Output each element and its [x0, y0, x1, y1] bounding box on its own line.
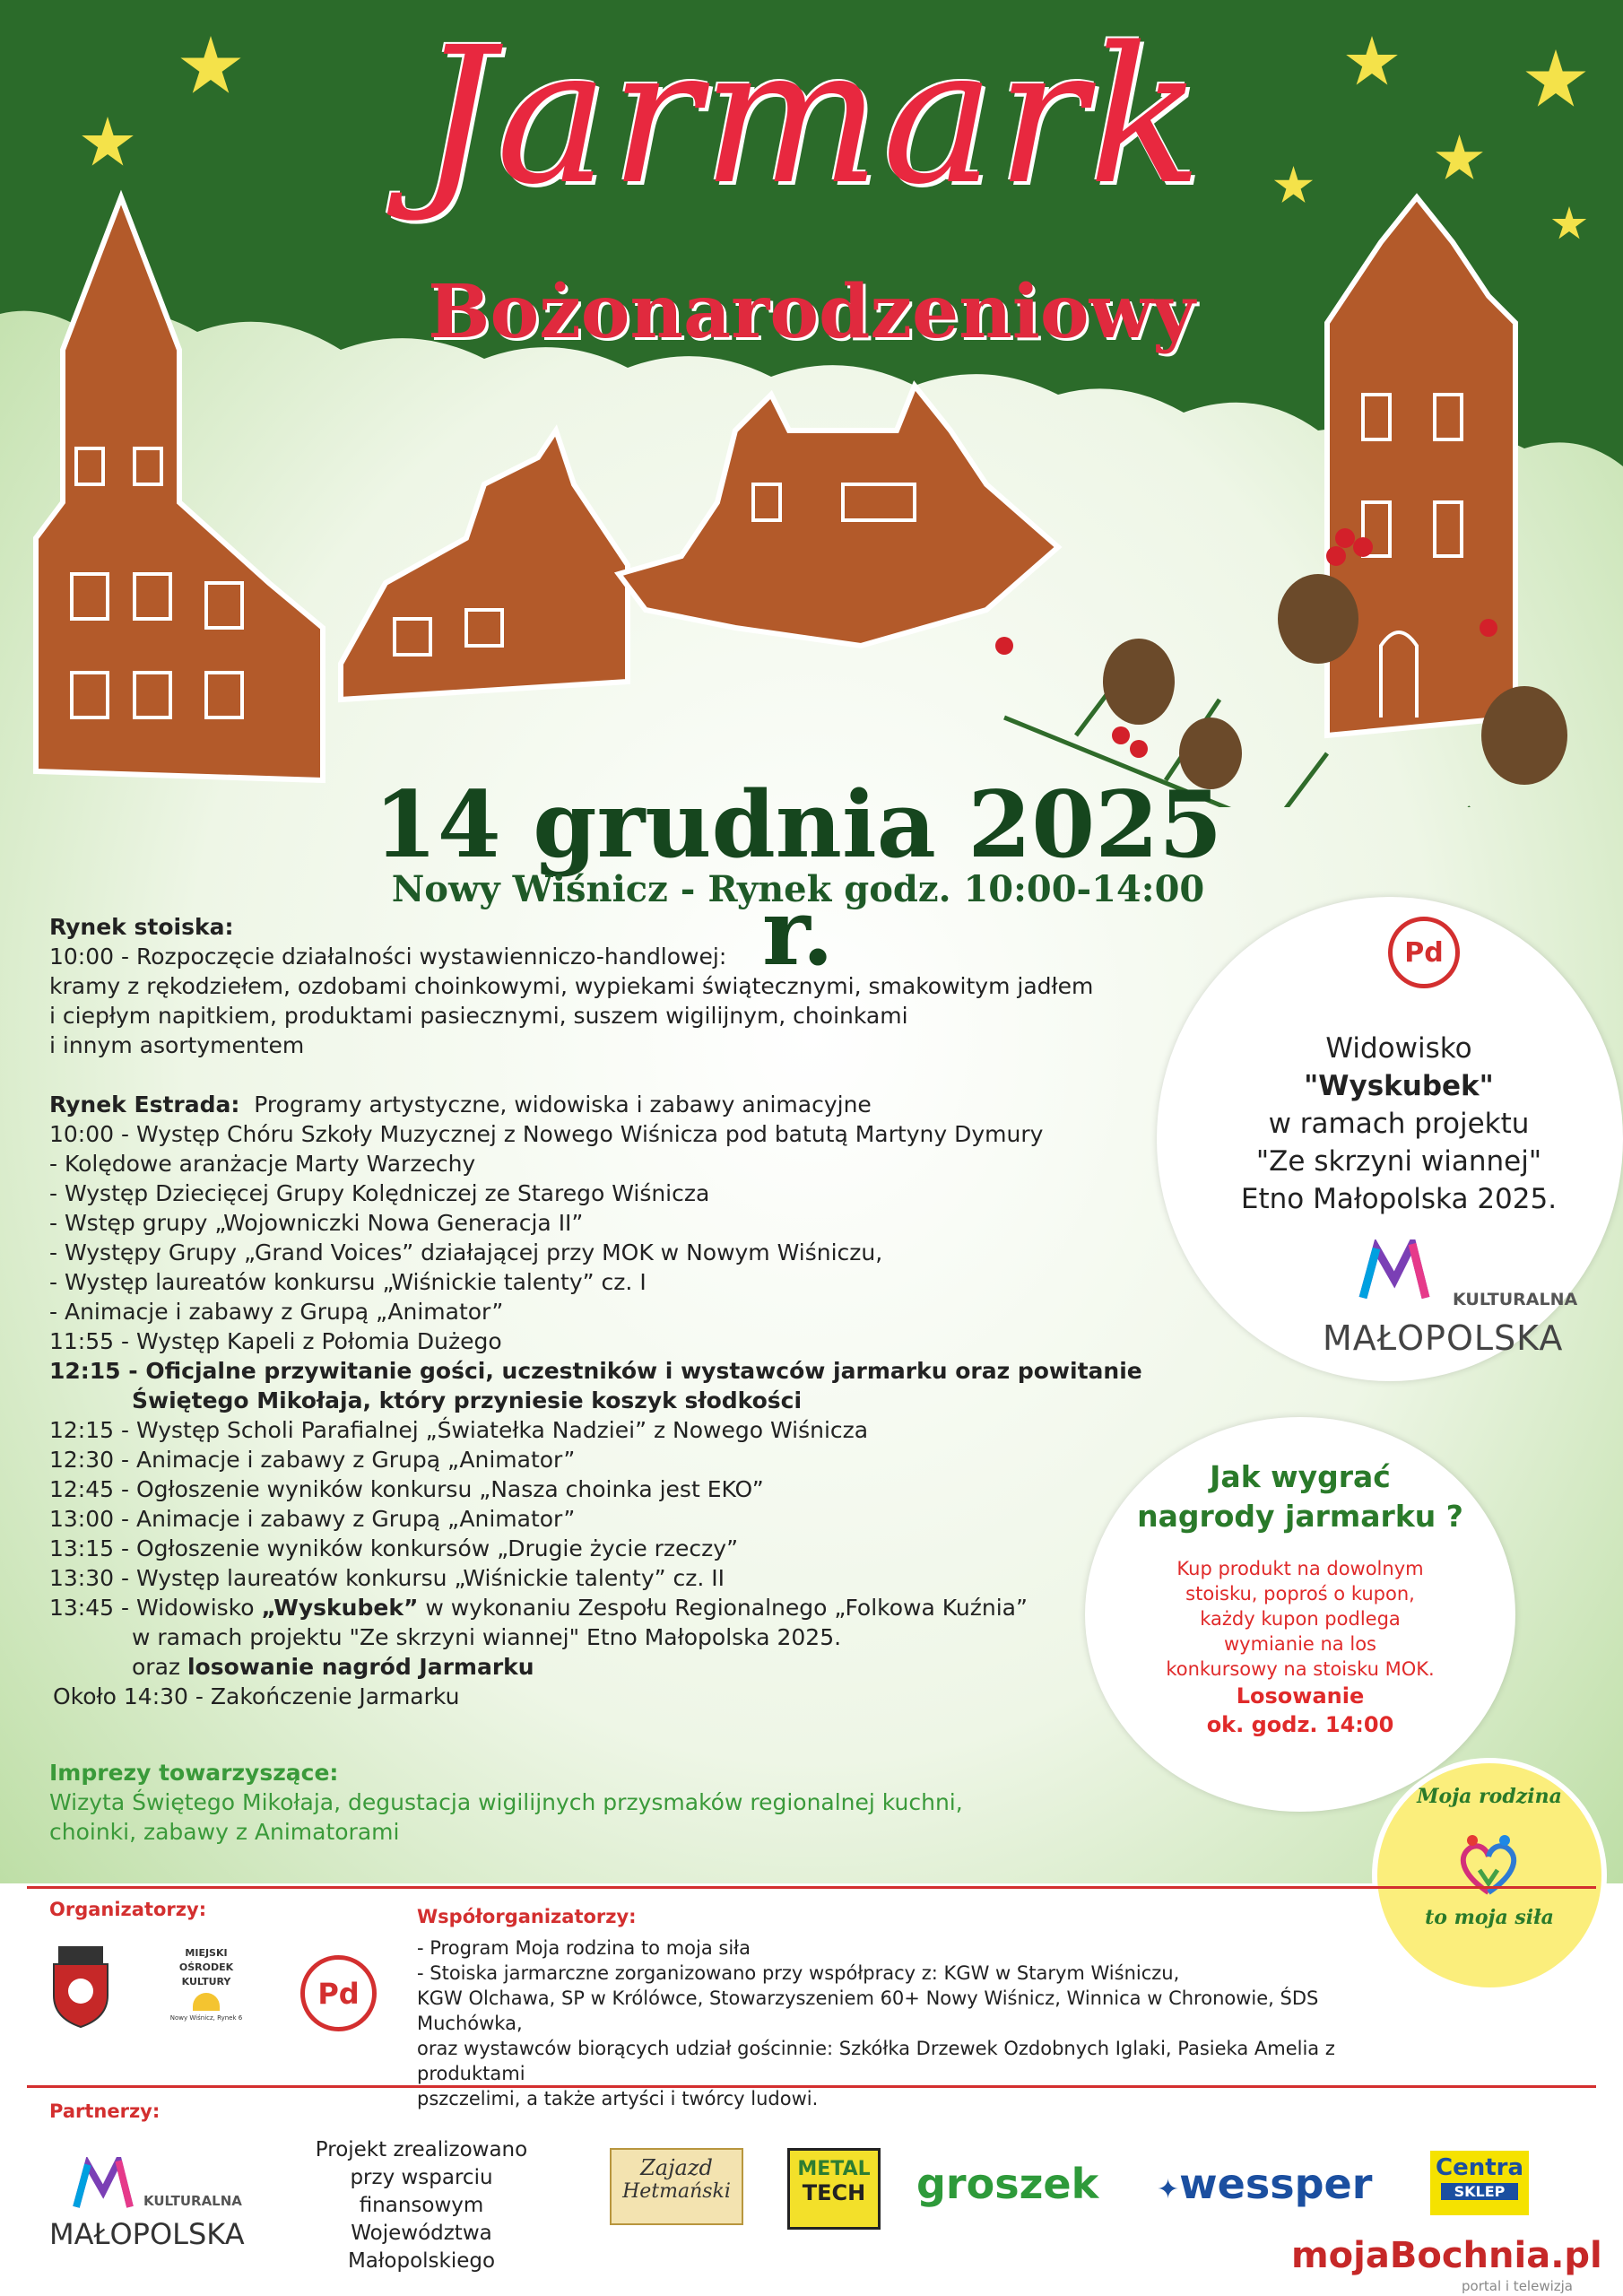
stage-line-1345 — [49, 1593, 1179, 1622]
event-date: 14 grudnia 2025 r. — [373, 771, 1223, 987]
prize-draw-time: ok. godz. 14:00 — [1206, 1712, 1394, 1737]
centra-text: Centra — [1435, 2154, 1524, 2181]
stage-line: 12:45 - Ogłoszenie wyników konkursu „Nasza choinka jest EKO” — [49, 1476, 764, 1502]
stage-line: 13:30 - Występ laureatów konkursu „Wiśnickie talenty” cz. II — [49, 1565, 725, 1591]
stage-line: 12:15 - Występ Scholi Parafialnej „Światełka Nadziei” z Nowego Wiśnicza — [49, 1417, 869, 1443]
show-info-text — [1193, 1030, 1605, 1218]
stage-line: - Kolędowe aranżacje Marty Warzechy — [49, 1151, 476, 1177]
stage-line: - Animacje i zabawy z Grupą „Animator” — [49, 1299, 504, 1325]
mok-address: Nowy Wiśnicz, Rynek 6 — [169, 2014, 243, 2022]
malopolska-brand-big: MAŁOPOLSKA — [1323, 1318, 1564, 1358]
extras-line: Wizyta Świętego Mikołaja, degustacja wigilijnych przysmaków regionalnej kuchni, — [49, 1789, 963, 1815]
watermark-text: Bochnia — [1389, 2235, 1551, 2276]
prize-info-text — [1094, 1457, 1506, 1739]
coorganizers-line: - Stoiska jarmarczne zorganizowano przy współpracy z: KGW w Starym Wiśniczu, — [417, 1962, 1180, 1984]
prize-draw: Losowanie — [1236, 1683, 1365, 1709]
coorganizers-label: Współorganizatorzy: — [417, 1906, 637, 1927]
metal-text: METAL — [797, 2158, 871, 2180]
stage-line: - Występ Dziecięcej Grupy Kolędniczej ze Starego Wiśnicza — [49, 1180, 710, 1206]
coorganizers-line: pszczelimi, a także artyści i twórcy ludowi. — [417, 2088, 819, 2109]
stage-line: - Występ laureatów konkursu „Wiśnickie talenty” cz. I — [49, 1269, 647, 1295]
stage-line: 11:55 - Występ Kapeli z Połomia Dużego — [49, 1328, 502, 1354]
stage-line: w ramach projektu "Ze skrzyni wiannej" Etno Małopolska 2025. — [132, 1624, 842, 1650]
stage-heading: Rynek Estrada: — [49, 1091, 240, 1118]
extras-section — [49, 1758, 1215, 1847]
stage-line: 13:15 - Ogłoszenie wyników konkursów „Drugie życie rzeczy” — [49, 1535, 739, 1561]
stage-line: 10:00 - Występ Chóru Szkoły Muzycznej z Nowego Wiśnicza pod batutą Martyny Dymury — [49, 1121, 1044, 1147]
prize-line: każdy kupon podlega — [1200, 1608, 1401, 1630]
stage-line: - Wstęp grupy „Wojowniczki Nowa Generacja II” — [49, 1210, 584, 1236]
stage-line: 12:30 - Animacje i zabawy z Grupą „Animator” — [49, 1447, 576, 1473]
zajazd-hetmanski-logo — [610, 2148, 743, 2225]
stalls-line: kramy z rękodziełem, ozdobami choinkowymi, wypiekami świątecznymi, smakowitym jadłem — [49, 973, 1094, 999]
show-line: Etno Małopolska 2025. — [1240, 1183, 1558, 1215]
event-title: Jarmark — [419, 6, 1204, 226]
prize-title: nagrody jarmarku ? — [1137, 1499, 1463, 1534]
centra-text: SKLEP — [1441, 2183, 1518, 2200]
coorganizers-text — [417, 1935, 1385, 2111]
prize-line: konkursowy na stoisku MOK. — [1166, 1658, 1435, 1680]
stage-end-line: Około 14:30 - Zakończenie Jarmarku — [53, 1683, 460, 1709]
stage-welcome-line: 12:15 - Oficjalne przywitanie gości, uczestników i wystawców jarmarku oraz powitanie — [49, 1358, 1142, 1384]
stage-line: 13:00 - Animacje i zabawy z Grupą „Animator” — [49, 1506, 576, 1532]
stage-line-draw — [49, 1652, 1179, 1682]
wessper-text: wessper — [1179, 2160, 1373, 2208]
pd-logo-text: Pd — [317, 1976, 360, 2011]
show-line: Widowisko — [1325, 1032, 1472, 1065]
watermark-brand — [1291, 2235, 1602, 2276]
mok-text: MIEJSKI — [185, 1947, 228, 1959]
stalls-heading: Rynek stoiska: — [49, 914, 234, 940]
zajazd-text: Hetmański — [622, 2180, 731, 2203]
event-subtitle: Bożonarodzeniowy — [428, 269, 1195, 355]
wessper-mark-icon: ✦ — [1157, 2174, 1180, 2205]
extras-line: choinki, zabawy z Animatorami — [49, 1819, 400, 1845]
coorganizers-line: KGW Olchawa, SP w Królówce, Stowarzyszeniem 60+ Nowy Wiśnicz, Winnica w Chronowie, ŚDS Muchówka, — [417, 1987, 1319, 2034]
stage-text: oraz — [132, 1654, 187, 1680]
project-line: Województwa — [351, 2222, 492, 2245]
stage-heading-rest: Programy artystyczne, widowiska i zabawy animacyjne — [254, 1091, 872, 1118]
show-title: "Wyskubek" — [1304, 1070, 1494, 1102]
coorganizers-line: oraz wystawców biorących udział gościnnie: Szkółka Drzewek Ozdobnych Iglaki, Pasieka Amelia z produktami — [417, 2038, 1335, 2084]
mok-logo — [152, 1946, 260, 2036]
partner-km-big: MAŁOPOLSKA — [49, 2217, 245, 2251]
metal-tech-logo — [787, 2148, 881, 2230]
stalls-line: i ciepłym napitkiem, produktami pasiecznymi, suszem wigilijnym, choinkami — [49, 1003, 908, 1029]
pd-logo-organizer — [300, 1955, 377, 2031]
stage-text: 13:45 - Widowisko — [49, 1595, 262, 1621]
prize-title: Jak wygrać — [1210, 1459, 1391, 1494]
stage-welcome-line-2: Świętego Mikołaja, który przyniesie koszyk słodkości — [132, 1387, 803, 1413]
watermark-tagline: portal i telewizja — [1462, 2278, 1573, 2294]
watermark-text: .pl — [1550, 2235, 1602, 2276]
extras-heading: Imprezy towarzyszące: — [49, 1760, 339, 1786]
coorganizers-line: - Program Moja rodzina to moja siła — [417, 1937, 751, 1959]
mok-sun-icon — [193, 1993, 220, 2011]
watermark-text: moja — [1291, 2235, 1390, 2276]
centra-sklep-logo — [1430, 2151, 1529, 2215]
organizers-label: Organizatorzy: — [49, 1899, 207, 1920]
stage-heading-row — [49, 1090, 1179, 1119]
show-line: "Ze skrzyni wiannej" — [1255, 1145, 1542, 1178]
malopolska-logo-icon — [72, 2157, 135, 2211]
prize-line: wymianie na los — [1224, 1633, 1376, 1655]
stage-line: - Występy Grupy „Grand Voices” działającej przy MOK w Nowym Wiśniczu, — [49, 1239, 883, 1265]
metal-text: TECH — [802, 2180, 866, 2205]
project-line: Projekt zrealizowano — [315, 2138, 528, 2161]
pd-logo-text: Pd — [1404, 936, 1444, 969]
program-section — [49, 912, 1179, 1711]
project-funding-note — [287, 2136, 556, 2275]
malopolska-logo-icon — [1358, 1239, 1430, 1302]
event-place: Nowy Wiśnicz - Rynek godz. 10:00-14:00 — [391, 868, 1205, 910]
groszek-logo: groszek — [916, 2160, 1099, 2208]
family-badge-top: Moja rodzina — [1417, 1785, 1562, 1808]
project-line: przy wsparciu finansowym — [350, 2166, 493, 2217]
prize-line: stoisku, poproś o kupon, — [1185, 1583, 1415, 1605]
family-hearts-icon — [1453, 1830, 1524, 1901]
prize-line: Kup produkt na dowolnym — [1176, 1558, 1424, 1579]
gingerbread-buildings-illustration — [0, 161, 1623, 807]
mok-logo-lines — [152, 1946, 260, 1989]
zajazd-text: Zajazd — [640, 2155, 713, 2180]
draw-text: losowanie nagród Jarmarku — [187, 1654, 534, 1680]
family-badge-bottom: to moja siła — [1425, 1906, 1554, 1929]
malopolska-brand-small: KULTURALNA — [1453, 1290, 1578, 1309]
partners-label: Partnerzy: — [49, 2100, 161, 2122]
partner-km-small: KULTURALNA — [143, 2193, 242, 2209]
divider — [27, 1886, 1596, 1889]
wessper-logo — [1157, 2160, 1372, 2208]
coat-of-arms-logo — [45, 1942, 117, 2031]
stalls-line: 10:00 - Rozpoczęcie działalności wystawienniczo-handlowej: — [49, 944, 727, 970]
mok-text: OŚRODEK — [178, 1961, 234, 1973]
show-line: w ramach projektu — [1268, 1108, 1530, 1140]
project-line: Małopolskiego — [347, 2249, 496, 2273]
stalls-line: i innym asortymentem — [49, 1032, 305, 1058]
pd-logo — [1388, 917, 1460, 988]
mok-text: KULTURY — [181, 1976, 231, 1987]
show-name: „Wyskubek” — [261, 1595, 419, 1621]
stage-text: w wykonaniu Zespołu Regionalnego „Folkowa Kuźnia” — [418, 1595, 1028, 1621]
